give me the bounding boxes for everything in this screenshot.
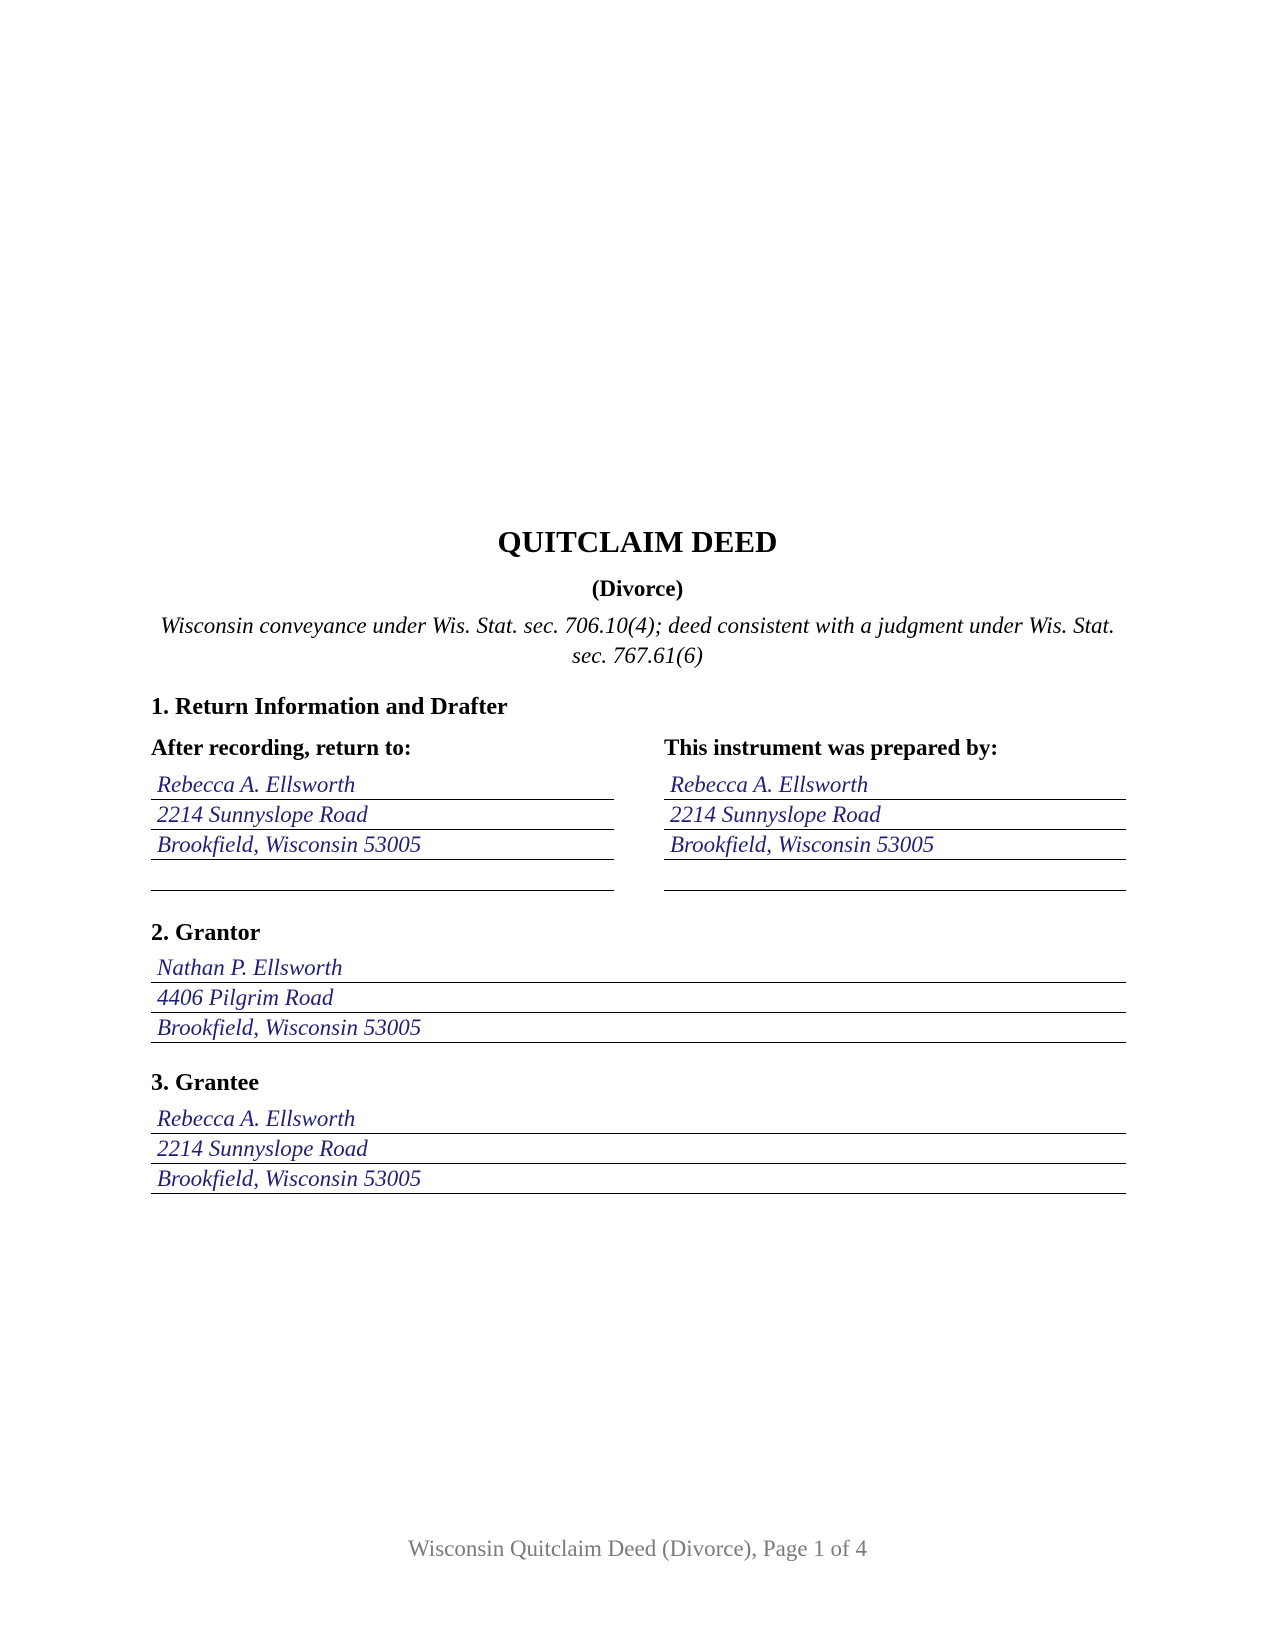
statute-reference: Wisconsin conveyance under Wis. Stat. sec. 706.10(4); deed consistent with a judgment under Wis. Stat. sec. 767.61(6) [160,613,1115,668]
page-footer: Wisconsin Quitclaim Deed (Divorce), Page 1 of 4 [408,1536,867,1561]
grantee-name-field[interactable]: Rebecca A. Ellsworth [151,1104,1126,1134]
return-to-street-field[interactable]: 2214 Sunnyslope Road [151,800,614,830]
return-to-name-field[interactable]: Rebecca A. Ellsworth [151,770,614,800]
grantor-city-field[interactable]: Brookfield, Wisconsin 53005 [151,1013,1126,1043]
grantor-street-field[interactable]: 4406 Pilgrim Road [151,983,1126,1013]
return-to-label: After recording, return to: [151,735,412,760]
section-heading-grantee: 3. Grantee [151,1070,259,1096]
prepared-by-street-field[interactable]: 2214 Sunnyslope Road [664,800,1126,830]
grantee-address-block [151,1104,1126,1194]
prepared-by-name-field[interactable]: Rebecca A. Ellsworth [664,770,1126,800]
section-heading-return-information: 1. Return Information and Drafter [151,694,508,720]
grantor-name-field[interactable]: Nathan P. Ellsworth [151,953,1126,983]
prepared-by-label: This instrument was prepared by: [664,735,998,760]
return-to-city-field[interactable]: Brookfield, Wisconsin 53005 [151,830,614,860]
prepared-by-city-field[interactable]: Brookfield, Wisconsin 53005 [664,830,1126,860]
grantee-city-field[interactable]: Brookfield, Wisconsin 53005 [151,1164,1126,1194]
section-heading-grantor: 2. Grantor [151,920,261,946]
prepared-by-address-block [664,770,1126,891]
grantor-address-block [151,953,1126,1043]
grantee-street-field[interactable]: 2214 Sunnyslope Road [151,1134,1126,1164]
return-to-address-block [151,770,614,891]
prepared-by-blank-field[interactable] [664,861,1126,891]
document-subtitle: (Divorce) [591,576,684,601]
document-title: QUITCLAIM DEED [497,524,778,559]
return-to-blank-field[interactable] [151,861,614,891]
